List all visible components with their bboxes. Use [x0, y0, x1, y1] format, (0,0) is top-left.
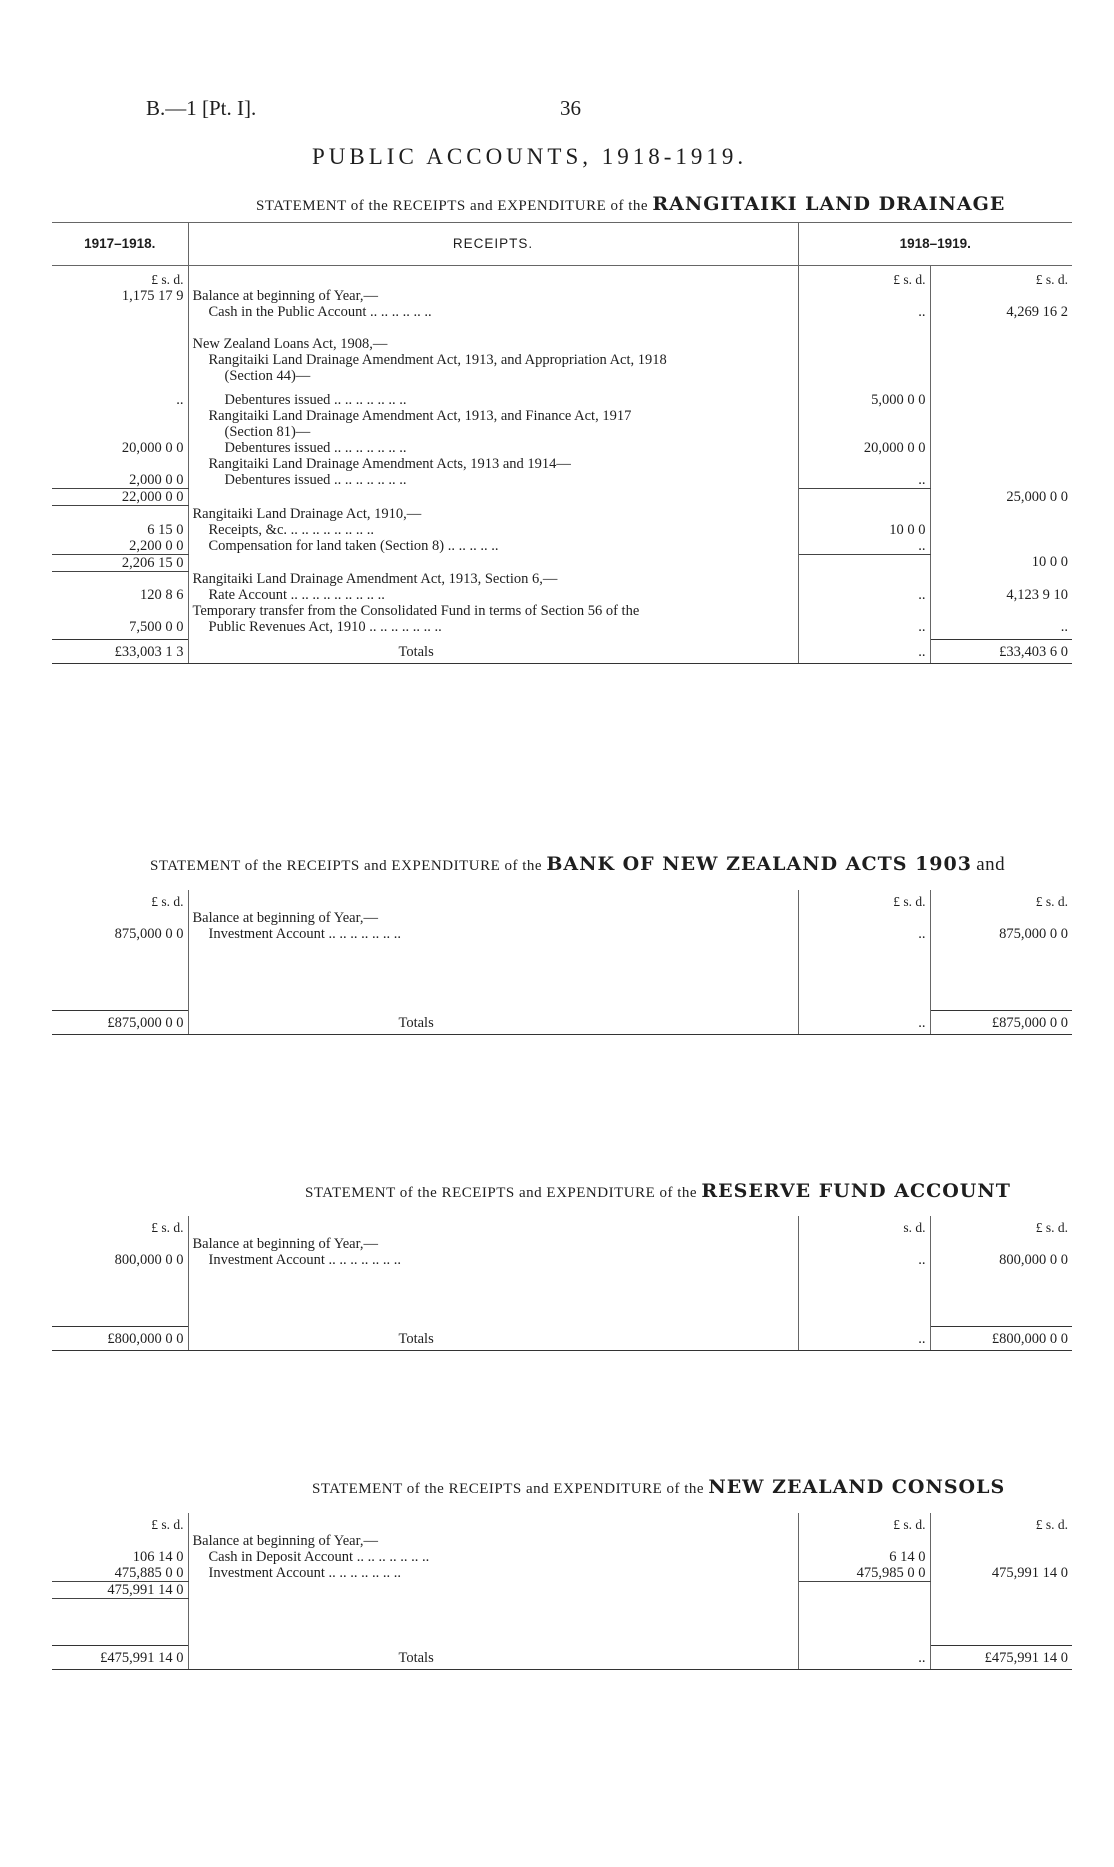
statement-name: RANGITAIKI LAND DRAINAGE: [652, 193, 1006, 215]
unit-label: £ s. d.: [798, 1513, 930, 1533]
units-row: [52, 266, 1072, 289]
cur-year-total: [930, 424, 1072, 440]
cur-year-total: ..: [1060, 619, 1069, 635]
prev-year-amount: 475,991 14 0: [52, 1582, 188, 1599]
cur-year-total: 475,991 14 0: [991, 1565, 1068, 1581]
prev-year-amount: [52, 506, 188, 522]
unit-spacer: [188, 266, 798, 289]
prev-year-amount: [52, 336, 188, 352]
unit-label: £ s. d.: [798, 890, 930, 910]
ledger-row: [52, 1236, 1072, 1252]
cur-year-subtotal: ..: [798, 1011, 930, 1035]
totals-label: Totals: [188, 1646, 798, 1670]
col-cur-year: 1918–1919.: [798, 223, 1072, 266]
spacer-cell: [798, 384, 930, 392]
cur-year-amount: [798, 1533, 930, 1549]
ledger-row: [52, 910, 1072, 926]
prev-year-total: £475,991 14 0: [52, 1646, 188, 1670]
cur-year-total: [930, 288, 1072, 304]
ledger-reserve-fund: [52, 1216, 1072, 1351]
row-spacer: [52, 1599, 1072, 1646]
unit-label: £ s. d.: [52, 266, 188, 289]
col-receipts: RECEIPTS.: [188, 223, 798, 266]
ledger-rangitaiki: [52, 222, 1072, 664]
statement-suffix: and: [976, 854, 1006, 875]
cur-year-amount: [798, 336, 930, 352]
statement-prefix: STATEMENT of the RECEIPTS and EXPENDITURE of the: [150, 858, 543, 874]
cur-year-subtotal: ..: [798, 640, 930, 664]
prev-year-amount: [52, 352, 188, 368]
statement-prefix: STATEMENT of the RECEIPTS and EXPENDITURE of the: [312, 1481, 705, 1497]
statement-title-consols: [312, 1476, 1005, 1498]
spacer-cell: [930, 384, 1072, 392]
ledger-row: [52, 408, 1072, 424]
spacer-cell: [188, 328, 798, 336]
unit-label: £ s. d.: [52, 1216, 188, 1236]
prev-year-amount: [52, 408, 188, 424]
cur-year-amount: ..: [798, 304, 930, 320]
units-row: [52, 1513, 1072, 1533]
prev-year-amount: [52, 456, 188, 472]
cur-year-total: [930, 352, 1072, 368]
cur-year-amount: 20,000 0 0: [798, 440, 930, 456]
cur-year-total: [930, 336, 1072, 352]
ledger-row: [52, 619, 1072, 635]
statement-prefix: STATEMENT of the RECEIPTS and EXPENDITURE of the: [305, 1185, 698, 1201]
ledger-row: [52, 1565, 1072, 1582]
cur-year-amount: [798, 352, 930, 368]
receipt-description: Debentures issued .. .. .. .. .. .. ..: [188, 392, 798, 408]
spacer-cell: [52, 942, 188, 1011]
totals-label: Totals: [188, 1011, 798, 1035]
ledger-row: [52, 1582, 1072, 1599]
col-prev-year: 1917–1918.: [52, 223, 188, 266]
spacer-cell: [188, 1268, 798, 1327]
cur-year-total: 4,269 16 2: [1006, 304, 1069, 320]
cur-year-total: [930, 522, 1072, 538]
receipt-description: Rangitaiki Land Drainage Amendment Act, 1913, and Appropriation Act, 1918: [188, 352, 798, 368]
receipt-description: Rate Account .. .. .. .. .. .. .. .. ..: [188, 587, 798, 603]
cur-year-total: 4,123 9 10: [1006, 587, 1069, 603]
ledger-row: [52, 554, 1072, 571]
units-row: [52, 890, 1072, 910]
cur-year-amount: [798, 424, 930, 440]
receipt-description: Rangitaiki Land Drainage Amendment Act, 1913, and Finance Act, 1917: [188, 408, 798, 424]
spacer-cell: [52, 328, 188, 336]
cur-year-total: [930, 1236, 1072, 1252]
cur-year-total: [930, 506, 1072, 522]
ledger-row: [52, 456, 1072, 472]
receipt-description: Balance at beginning of Year,—: [188, 1533, 798, 1549]
cur-year-amount: [798, 1582, 930, 1599]
cur-year-amount: 5,000 0 0: [798, 392, 930, 408]
spacer-cell: [188, 320, 798, 328]
cur-year-total: 875,000 0 0: [999, 926, 1068, 942]
unit-label: £ s. d.: [1035, 1220, 1068, 1235]
cur-year-grand-total: £475,991 14 0: [930, 1646, 1072, 1670]
prev-year-total: £875,000 0 0: [52, 1011, 188, 1035]
statement-name: BANK OF NEW ZEALAND ACTS 1903: [546, 853, 972, 875]
prev-year-amount: 2,200 0 0: [52, 538, 188, 555]
cur-year-amount: ..: [798, 926, 930, 942]
cur-year-total: [930, 408, 1072, 424]
cur-year-amount: [798, 571, 930, 587]
statement-title-reserve-fund: [305, 1180, 1011, 1202]
ledger-row: [52, 538, 1072, 555]
ledger-row: [52, 304, 1072, 320]
prev-year-amount: 2,206 15 0: [52, 554, 188, 571]
ledger-row: [52, 336, 1072, 352]
ledger-row: [52, 424, 1072, 440]
page-reference: B.—1 [Pt. I].: [146, 96, 257, 120]
cur-year-amount: [798, 554, 930, 571]
cur-year-subtotal: ..: [798, 1327, 930, 1351]
statement-name: RESERVE FUND ACCOUNT: [701, 1180, 1011, 1202]
prev-year-amount: 22,000 0 0: [52, 489, 188, 506]
receipt-description: Investment Account .. .. .. .. .. .. ..: [188, 1565, 798, 1582]
ledger-row: [52, 440, 1072, 456]
ledger-row: [52, 472, 1072, 489]
page-number: 36: [560, 96, 581, 120]
units-row: [52, 1216, 1072, 1236]
cur-year-amount: [798, 603, 930, 619]
prev-year-amount: ..: [52, 392, 188, 408]
unit-label: s. d.: [798, 1216, 930, 1236]
spacer-cell: [798, 1599, 930, 1646]
spacer-cell: [798, 320, 930, 328]
ledger-row: [52, 392, 1072, 408]
spacer-cell: [930, 320, 1072, 328]
receipt-description: (Section 81)—: [188, 424, 798, 440]
page-title: PUBLIC ACCOUNTS, 1918-1919.: [312, 144, 748, 169]
spacer-cell: [930, 942, 1072, 1011]
cur-year-total: [930, 1549, 1072, 1565]
cur-year-total: [930, 472, 1072, 489]
statement-name: NEW ZEALAND CONSOLS: [708, 1476, 1006, 1498]
cur-year-total: [930, 910, 1072, 926]
receipt-description: Balance at beginning of Year,—: [188, 910, 798, 926]
spacer-cell: [188, 1599, 798, 1646]
totals-label: Totals: [188, 640, 798, 664]
cur-year-total: [930, 392, 1072, 408]
prev-year-amount: 7,500 0 0: [52, 619, 188, 635]
ledger-consols: [52, 1513, 1072, 1670]
ledger-row: [52, 368, 1072, 384]
cur-year-total: 10 0 0: [1031, 554, 1069, 570]
ledger-row: [52, 1252, 1072, 1268]
receipt-description: Balance at beginning of Year,—: [188, 1236, 798, 1252]
prev-year-amount: 20,000 0 0: [52, 440, 188, 456]
header-row: [52, 223, 1072, 266]
receipt-description: [188, 1582, 798, 1599]
spacer-cell: [188, 942, 798, 1011]
receipt-description: Cash in Deposit Account .. .. .. .. .. .. ..: [188, 1549, 798, 1565]
spacer-cell: [930, 1268, 1072, 1327]
spacer-cell: [52, 320, 188, 328]
spacer-cell: [52, 384, 188, 392]
prev-year-amount: 2,000 0 0: [52, 472, 188, 489]
statement-prefix: STATEMENT of the RECEIPTS and EXPENDITURE of the: [256, 198, 649, 214]
prev-year-amount: [52, 304, 188, 320]
receipt-description: [188, 554, 798, 571]
prev-year-amount: 6 15 0: [52, 522, 188, 538]
prev-year-total: £33,003 1 3: [52, 640, 188, 664]
totals-row: [52, 1646, 1072, 1670]
cur-year-amount: 6 14 0: [798, 1549, 930, 1565]
ledger-row: [52, 603, 1072, 619]
ledger-row: [52, 1533, 1072, 1549]
cur-year-amount: [798, 489, 930, 506]
cur-year-amount: 475,985 0 0: [798, 1565, 930, 1582]
receipt-description: Investment Account .. .. .. .. .. .. ..: [188, 926, 798, 942]
receipt-description: Rangitaiki Land Drainage Amendment Act, 1913, Section 6,—: [188, 571, 798, 587]
totals-row: [52, 640, 1072, 664]
receipt-description: Debentures issued .. .. .. .. .. .. ..: [188, 440, 798, 456]
cur-year-amount: [798, 910, 930, 926]
spacer-cell: [930, 328, 1072, 336]
ledger-row: [52, 522, 1072, 538]
spacer-cell: [930, 1599, 1072, 1646]
totals-label: Totals: [188, 1327, 798, 1351]
unit-spacer: [188, 890, 798, 910]
receipt-description: Rangitaiki Land Drainage Amendment Acts, 1913 and 1914—: [188, 456, 798, 472]
row-spacer: [52, 1268, 1072, 1327]
totals-row: [52, 1011, 1072, 1035]
spacer-cell: [798, 942, 930, 1011]
receipt-description: Debentures issued .. .. .. .. .. .. ..: [188, 472, 798, 489]
totals-row: [52, 1327, 1072, 1351]
cur-year-subtotal: ..: [798, 1646, 930, 1670]
receipt-description: New Zealand Loans Act, 1908,—: [188, 336, 798, 352]
ledger-row: [52, 571, 1072, 587]
spacer-cell: [52, 1599, 188, 1646]
cur-year-amount: ..: [798, 472, 930, 489]
spacer-cell: [188, 384, 798, 392]
receipt-description: [188, 489, 798, 506]
cur-year-amount: [798, 288, 930, 304]
cur-year-amount: [798, 408, 930, 424]
cur-year-amount: [798, 506, 930, 522]
cur-year-total: [930, 571, 1072, 587]
unit-label: £ s. d.: [1035, 1517, 1068, 1532]
cur-year-amount: ..: [798, 587, 930, 603]
prev-year-amount: [52, 1236, 188, 1252]
ledger-row: [52, 506, 1072, 522]
spacer-cell: [798, 1268, 930, 1327]
row-spacer: [52, 320, 1072, 328]
row-spacer: [52, 942, 1072, 1011]
receipt-description: Rangitaiki Land Drainage Act, 1910,—: [188, 506, 798, 522]
cur-year-total: 25,000 0 0: [1006, 488, 1069, 505]
cur-year-total: [930, 1582, 1072, 1599]
row-spacer: [52, 384, 1072, 392]
cur-year-amount: ..: [798, 1252, 930, 1268]
unit-label: £ s. d.: [52, 890, 188, 910]
prev-year-total: £800,000 0 0: [52, 1327, 188, 1351]
prev-year-amount: [52, 910, 188, 926]
receipt-description: Balance at beginning of Year,—: [188, 288, 798, 304]
ledger-row: [52, 926, 1072, 942]
receipt-description: Public Revenues Act, 1910 .. .. .. .. .. .. ..: [188, 619, 798, 635]
prev-year-amount: [52, 424, 188, 440]
cur-year-total: [930, 538, 1072, 555]
cur-year-amount: ..: [798, 619, 930, 635]
prev-year-amount: 875,000 0 0: [52, 926, 188, 942]
ledger-row: [52, 587, 1072, 603]
prev-year-amount: 1,175 17 9: [52, 288, 188, 304]
ledger-row: [52, 288, 1072, 304]
cur-year-amount: 10 0 0: [798, 522, 930, 538]
cur-year-amount: [798, 1236, 930, 1252]
cur-year-total: [930, 440, 1072, 456]
cur-year-grand-total: £875,000 0 0: [930, 1011, 1072, 1035]
statement-title-rangitaiki: [256, 193, 1005, 215]
ledger-row: [52, 352, 1072, 368]
unit-label: £ s. d.: [1035, 894, 1068, 909]
unit-label: £ s. d.: [798, 266, 930, 289]
cur-year-grand-total: £800,000 0 0: [930, 1327, 1072, 1351]
cur-year-total: [930, 368, 1072, 384]
cur-year-total: [930, 603, 1072, 619]
cur-year-grand-total: £33,403 6 0: [930, 640, 1072, 664]
row-spacer: [52, 328, 1072, 336]
spacer-cell: [798, 328, 930, 336]
cur-year-amount: [798, 456, 930, 472]
unit-label: £ s. d.: [52, 1513, 188, 1533]
spacer-cell: [52, 1268, 188, 1327]
receipt-description: Receipts, &c. .. .. .. .. .. .. .. ..: [188, 522, 798, 538]
cur-year-amount: ..: [798, 538, 930, 555]
cur-year-total: 800,000 0 0: [999, 1252, 1068, 1268]
statement-title-bank-nz: [150, 853, 1005, 876]
cur-year-total: [930, 456, 1072, 472]
prev-year-amount: [52, 603, 188, 619]
prev-year-amount: 800,000 0 0: [52, 1252, 188, 1268]
ledger-row: [52, 1549, 1072, 1565]
prev-year-amount: [52, 571, 188, 587]
ledger-bank-nz: [52, 890, 1072, 1035]
prev-year-amount: 475,885 0 0: [52, 1565, 188, 1582]
prev-year-amount: 120 8 6: [52, 587, 188, 603]
unit-label: £ s. d.: [1035, 272, 1069, 287]
receipt-description: (Section 44)—: [188, 368, 798, 384]
receipt-description: Cash in the Public Account .. .. .. .. .. ..: [188, 304, 798, 320]
cur-year-amount: [798, 368, 930, 384]
receipt-description: Compensation for land taken (Section 8) .. .. .. .. ..: [188, 538, 798, 555]
prev-year-amount: [52, 1533, 188, 1549]
cur-year-total: [930, 1533, 1072, 1549]
prev-year-amount: 106 14 0: [52, 1549, 188, 1565]
prev-year-amount: [52, 368, 188, 384]
unit-spacer: [188, 1216, 798, 1236]
receipt-description: Investment Account .. .. .. .. .. .. ..: [188, 1252, 798, 1268]
unit-spacer: [188, 1513, 798, 1533]
ledger-row: [52, 489, 1072, 506]
receipt-description: Temporary transfer from the Consolidated Fund in terms of Section 56 of the: [188, 603, 798, 619]
